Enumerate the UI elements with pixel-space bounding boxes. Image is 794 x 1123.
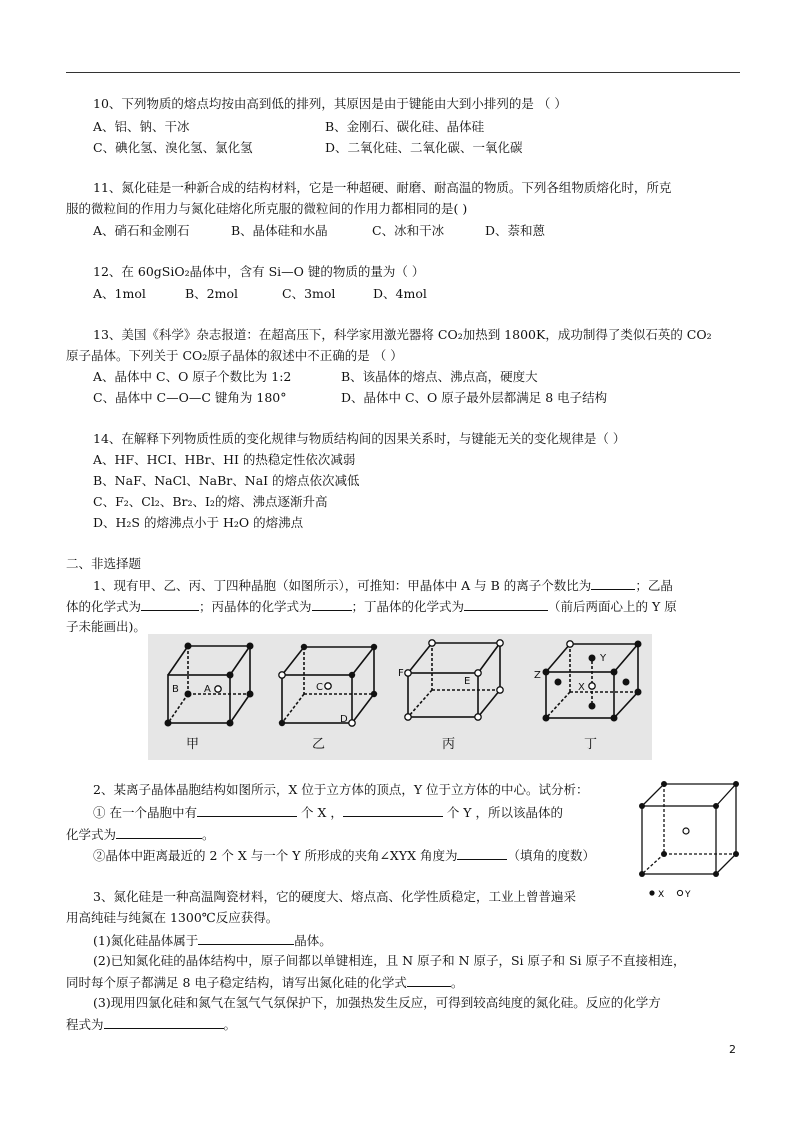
- q10-option-a: A、铝、钠、干冰: [93, 119, 190, 134]
- p3-line6: (3)现用四氯化硅和氮气在氢气气氛保护下，加强热发生反应，可得到较高纯度的氮化硅。反应的化学方: [93, 995, 661, 1010]
- page-number: 2: [729, 1043, 736, 1056]
- label-jia-a: A: [204, 684, 211, 695]
- q13-stem-line1: 13、美国《科学》杂志报道：在超高压下，科学家用激光器将 CO₂加热到 1800K，成功制得了类似石英的 CO₂: [93, 327, 712, 342]
- answer-blank[interactable]: [198, 932, 294, 945]
- p3-line2: 用高纯硅与纯氮在 1300℃反应获得。: [66, 910, 279, 925]
- caption-yi: 乙: [312, 737, 326, 752]
- q11-stem-line2: 服的微粒间的作用力与氮化硅熔化所克服的微粒间的作用力都相同的是( ): [66, 201, 468, 216]
- p3-line3: (1)氮化硅晶体属于 晶体。: [93, 933, 332, 948]
- q10-option-b: B、金刚石、碳化硅、晶体硅: [325, 119, 485, 134]
- q11-stem-line1: 11、氮化硅是一种新合成的结构材料，它是一种超硬、耐磨、耐高温的物质。下列各组物质熔化时，所克: [93, 180, 672, 195]
- p1-line3: 子未能画出)。: [66, 619, 146, 634]
- q12-option-d: D、4mol: [373, 286, 427, 301]
- q10-stem: 10、下列物质的熔点均按由高到低的排列，其原因是由于键能由大到小排列的是 （ ）: [93, 96, 567, 111]
- q14-option-b: B、NaF、NaCl、NaBr、NaI 的熔点依次减低: [93, 473, 360, 488]
- q13-option-a: A、晶体中 C、O 原子个数比为 1:2: [93, 369, 292, 384]
- q13-stem-line2: 原子晶体。下列关于 CO₂原子晶体的叙述中不正确的是 （ ）: [66, 348, 403, 363]
- label-bing-e: E: [464, 676, 471, 687]
- label-yi-d: D: [340, 714, 348, 725]
- q14-option-a: A、HF、HCI、HBr、HI 的热稳定性依次减弱: [93, 452, 356, 467]
- legend-y-dot: [677, 890, 682, 895]
- p2-line3: 化学式为 。: [66, 827, 215, 842]
- q11-option-d: D、萘和蒽: [485, 223, 546, 238]
- figure-background: [148, 634, 652, 760]
- p3-line7: 程式为 。: [66, 1017, 237, 1032]
- y-atom: [683, 828, 689, 834]
- p1-line1: 1、现有甲、乙、丙、丁四种晶胞（如图所示），可推知：甲晶体中 A 与 B 的离子个数比为 ；乙晶: [93, 578, 673, 593]
- answer-blank[interactable]: [343, 804, 443, 817]
- q11-option-c: C、冰和干冰: [372, 223, 445, 238]
- p3-line5: 同时每个原子都满足 8 电子稳定结构，请写出氮化硅的化学式 。: [66, 975, 464, 990]
- q13-option-b: B、该晶体的熔点、沸点高，硬度大: [341, 369, 538, 384]
- caption-jia: 甲: [186, 737, 200, 752]
- q11-option-b: B、晶体硅和水晶: [231, 223, 328, 238]
- q13-option-d: D、晶体中 C、O 原子最外层都满足 8 电子结构: [341, 390, 608, 405]
- section-heading: 二、非选择题: [66, 556, 142, 571]
- answer-blank[interactable]: [591, 577, 635, 590]
- q12-option-b: B、2mol: [185, 286, 239, 301]
- q12-option-a: A、1mol: [93, 286, 146, 301]
- legend-x-label: X: [658, 890, 665, 900]
- q11-option-a: A、硝石和金刚石: [93, 223, 190, 238]
- label-yi-c: C: [316, 682, 323, 693]
- unit-cells-figure: [148, 634, 652, 760]
- p2-line2: ① 在一个晶胞中有 个 X ， 个 Y ，所以该晶体的: [93, 805, 564, 820]
- q12-option-c: C、3mol: [282, 286, 336, 301]
- label-bing-f: F: [398, 668, 404, 679]
- label-jia-b: B: [172, 684, 179, 695]
- label-ding-z: Z: [534, 670, 541, 681]
- legend-x-dot: [649, 890, 654, 895]
- header-rule: [66, 72, 740, 73]
- answer-blank[interactable]: [197, 804, 297, 817]
- p2-line4: ②晶体中距离最近的 2 个 X 与一个 Y 所形成的夹角∠XYX 角度为 （填角的度数）: [93, 848, 595, 863]
- label-ding-x: X: [578, 682, 585, 693]
- q10-option-c: C、碘化氢、溴化氢、氯化氢: [93, 140, 253, 155]
- p3-line1: 3、氮化硅是一种高温陶瓷材料，它的硬度大、熔点高、化学性质稳定，工业上曾普遍采: [93, 889, 576, 904]
- answer-blank[interactable]: [312, 598, 352, 611]
- label-ding-y: Y: [600, 653, 607, 664]
- answer-blank[interactable]: [407, 974, 451, 987]
- p2-line1: 2、某离子晶体晶胞结构如图所示，X 位于立方体的顶点，Y 位于立方体的中心。试分析：: [93, 782, 589, 797]
- p3-line4: (2)已知氮化硅的晶体结构中，原子间都以单键相连，且 N 原子和 N 原子，Si 原子和 Si 原子不直接相连，: [93, 953, 686, 968]
- answer-blank[interactable]: [141, 598, 199, 611]
- q12-stem: 12、在 60gSiO₂晶体中，含有 Si—O 键的物质的量为（ ）: [93, 264, 425, 279]
- p1-line2: 体的化学式为 ；丙晶体的化学式为 ；丁晶体的化学式为 （前后两面心上的 Y 原: [66, 599, 677, 614]
- answer-blank[interactable]: [464, 598, 548, 611]
- legend-y-label: Y: [685, 890, 691, 900]
- answer-blank[interactable]: [457, 847, 507, 860]
- answer-blank[interactable]: [116, 826, 202, 839]
- p2-unit-cell-figure: [636, 776, 746, 900]
- q14-option-d: D、H₂S 的熔沸点小于 H₂O 的熔沸点: [93, 515, 304, 530]
- q13-option-c: C、晶体中 C—O—C 键角为 180°: [93, 390, 287, 405]
- q10-option-d: D、二氧化硅、二氧化碳、一氧化碳: [325, 140, 523, 155]
- q14-stem: 14、在解释下列物质性质的变化规律与物质结构间的因果关系时，与键能无关的变化规律是（ ）: [93, 431, 626, 446]
- q14-option-c: C、F₂、Cl₂、Br₂、I₂的熔、沸点逐渐升高: [93, 494, 328, 509]
- caption-bing: 丙: [442, 737, 456, 752]
- caption-ding: 丁: [584, 737, 598, 752]
- answer-blank[interactable]: [104, 1016, 224, 1029]
